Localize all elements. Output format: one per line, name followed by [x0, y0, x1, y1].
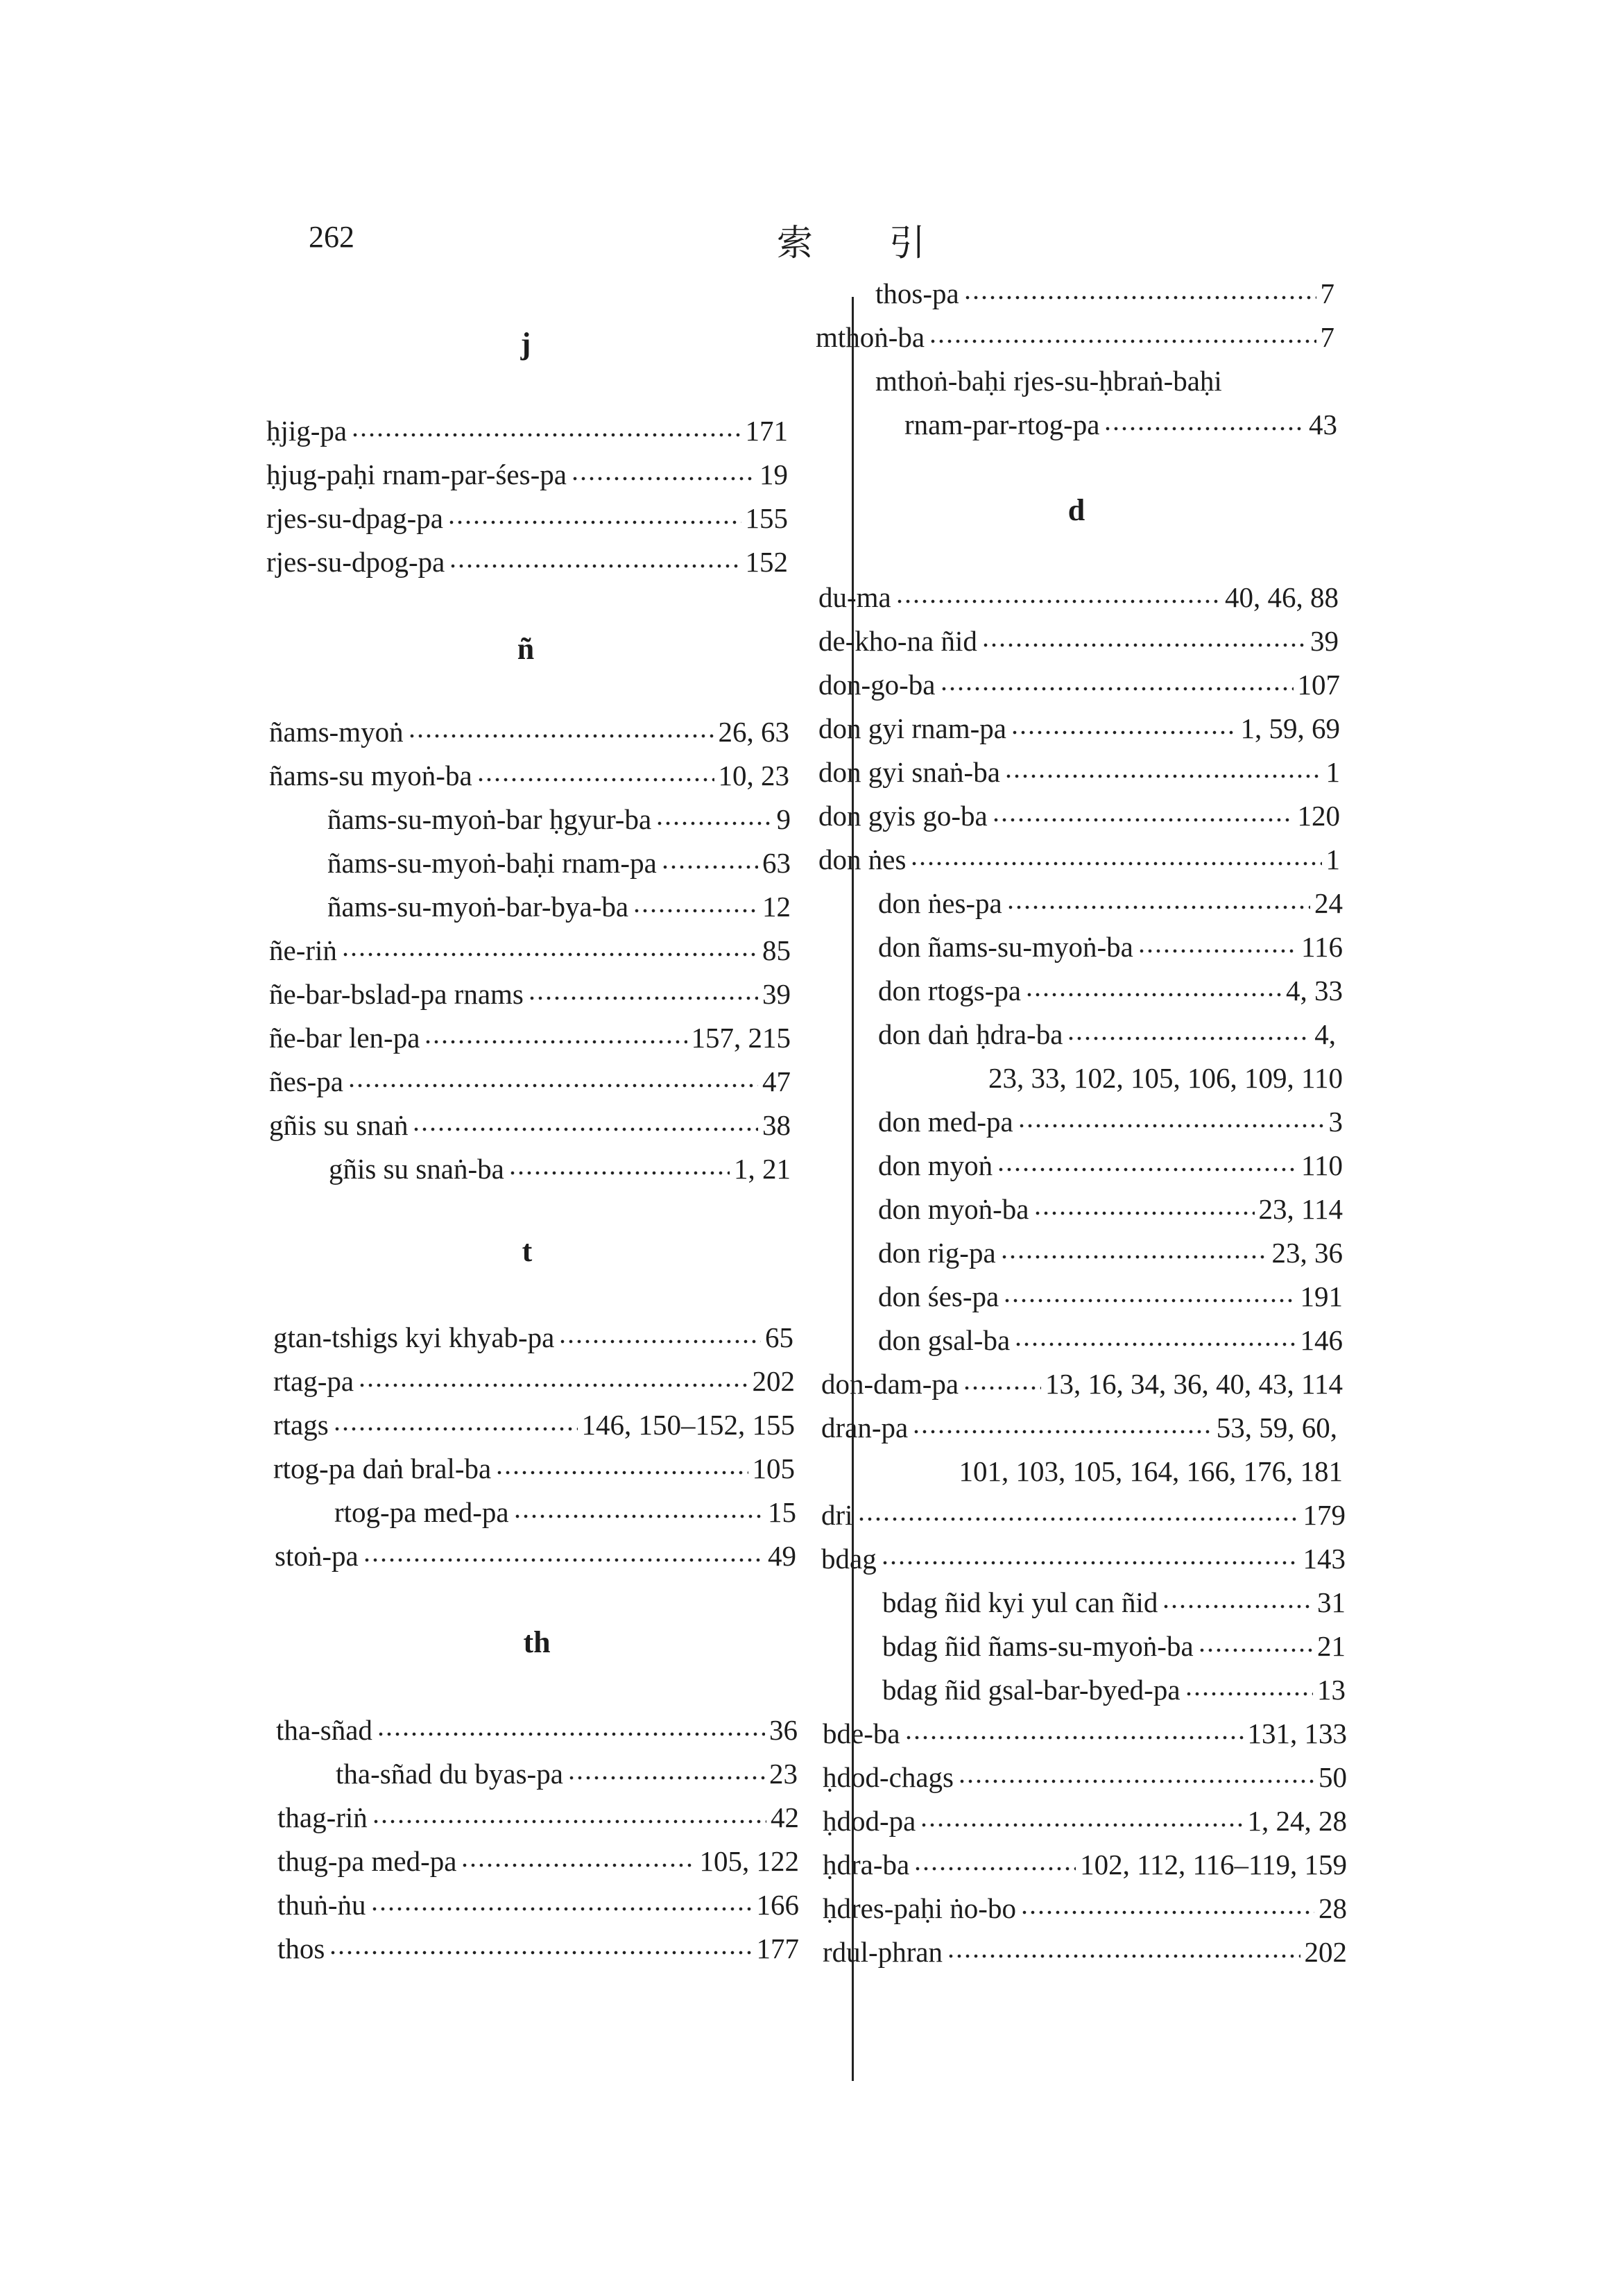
index-entry: gtan-tshigs kyi khyab-pa 65: [273, 1321, 793, 1353]
index-subentry: rtog-pa med-pa 15: [334, 1496, 796, 1528]
index-subentry: gñis su snaṅ-ba 1, 21: [329, 1153, 791, 1185]
index-entry-continuation: rnam-par-rtog-pa 43: [904, 409, 1337, 440]
index-subentry: tha-sñad du byas-pa 23: [336, 1758, 798, 1790]
index-entry: thuṅ-ṅu 166: [277, 1889, 799, 1921]
index-entry: rtags 146, 150–152, 155: [273, 1409, 795, 1441]
index-entry: ñams-myoṅ 26, 63: [269, 716, 789, 748]
section-letter-th: th: [523, 1625, 551, 1659]
index-subentry: thos-pa 7: [875, 277, 1334, 309]
index-entry: thag-riṅ 42: [277, 1801, 799, 1833]
index-entry: ḥdres-paḥi ṅo-bo 28: [823, 1892, 1347, 1924]
index-subentry: mthoṅ-baḥi rjes-su-ḥbraṅ-baḥi: [875, 365, 1222, 397]
index-subentry: don rtogs-pa 4, 33: [878, 975, 1343, 1006]
index-entry: du-ma 40, 46, 88: [818, 581, 1339, 613]
index-subentry: don daṅ ḥdra-ba 4,: [878, 1018, 1336, 1050]
index-entry: ḥdra-ba 102, 112, 116–119, 159: [823, 1849, 1347, 1881]
index-entry: dri 179: [821, 1499, 1346, 1531]
index-entry: tha-sñad 36: [276, 1714, 798, 1746]
index-entry: don-dam-pa 13, 16, 34, 36, 40, 43, 114: [821, 1368, 1343, 1400]
index-subentry: ñams-su-myoṅ-bar ḥgyur-ba 9: [327, 803, 791, 835]
section-letter-t: t: [522, 1234, 533, 1268]
index-subentry: ñams-su-myoṅ-baḥi rnam-pa 63: [327, 847, 791, 879]
index-entry: rtag-pa 202: [273, 1365, 795, 1397]
index-entry: ḥjug-paḥi rnam-par-śes-pa 19: [266, 459, 788, 490]
index-entry: rjes-su-dpog-pa 152: [266, 546, 788, 578]
index-subentry: don med-pa 3: [878, 1106, 1343, 1138]
index-entry-continuation: 101, 103, 105, 164, 166, 176, 181: [959, 1455, 1343, 1487]
index-entry: ḥjig-pa 171: [266, 415, 788, 447]
index-subentry: bdag ñid ñams-su-myoṅ-ba 21: [882, 1630, 1346, 1662]
index-entry: don gyi snaṅ-ba 1: [818, 756, 1340, 788]
index-entry: don-go-ba 107: [818, 669, 1340, 701]
index-entry: de-kho-na ñid 39: [818, 625, 1339, 657]
page-number: 262: [309, 220, 354, 254]
index-entry: rdul-phran 202: [823, 1936, 1347, 1968]
index-entry: bde-ba 131, 133: [823, 1717, 1347, 1749]
index-subentry: don ñams-su-myoṅ-ba 116: [878, 931, 1343, 963]
index-entry: bdag 143: [821, 1543, 1346, 1575]
index-entry-continuation: 23, 33, 102, 105, 106, 109, 110: [988, 1062, 1343, 1094]
index-entry: ñe-bar len-pa 157, 215: [269, 1022, 791, 1054]
index-entry: mthoṅ-ba 7: [816, 321, 1334, 353]
index-subentry: don ṅes-pa 24: [878, 887, 1343, 919]
index-subentry: don gsal-ba 146: [878, 1324, 1343, 1356]
index-entry: ñams-su myoṅ-ba 10, 23: [269, 760, 789, 791]
page-title: 索引: [777, 223, 1002, 264]
index-entry: ḥdod-chags 50: [823, 1761, 1347, 1793]
index-subentry: don myoṅ 110: [878, 1149, 1343, 1181]
index-entry: don ṅes 1: [818, 843, 1340, 875]
index-subentry: bdag ñid gsal-bar-byed-pa 13: [882, 1674, 1346, 1706]
index-subentry: don śes-pa 191: [878, 1280, 1343, 1312]
index-entry: ñe-bar-bslad-pa rnams 39: [269, 978, 791, 1010]
index-entry: stoṅ-pa 49: [275, 1540, 796, 1572]
index-subentry: don myoṅ-ba 23, 114: [878, 1193, 1343, 1225]
index-subentry: ñams-su-myoṅ-bar-bya-ba 12: [327, 891, 791, 923]
index-subentry: don rig-pa 23, 36: [878, 1237, 1343, 1269]
index-subentry: bdag ñid kyi yul can ñid 31: [882, 1586, 1346, 1618]
index-entry: ñe-riṅ 85: [269, 934, 791, 966]
index-entry: thug-pa med-pa 105, 122: [277, 1845, 799, 1877]
index-entry: rtog-pa daṅ bral-ba 105: [273, 1453, 795, 1484]
index-entry: thos 177: [277, 1933, 799, 1964]
section-letter-d: d: [1067, 493, 1085, 527]
index-entry: dran-pa 53, 59, 60,: [821, 1412, 1337, 1443]
index-entry: ḥdod-pa 1, 24, 28: [823, 1805, 1347, 1837]
index-entry: rjes-su-dpag-pa 155: [266, 502, 788, 534]
index-entry: ñes-pa 47: [269, 1065, 791, 1097]
section-letter-n-tilde: ñ: [517, 632, 535, 666]
index-entry: don gyi rnam-pa 1, 59, 69: [818, 712, 1340, 744]
index-entry: gñis su snaṅ 38: [269, 1109, 791, 1141]
section-letter-j: j: [520, 327, 531, 361]
index-entry: don gyis go-ba 120: [818, 800, 1340, 832]
